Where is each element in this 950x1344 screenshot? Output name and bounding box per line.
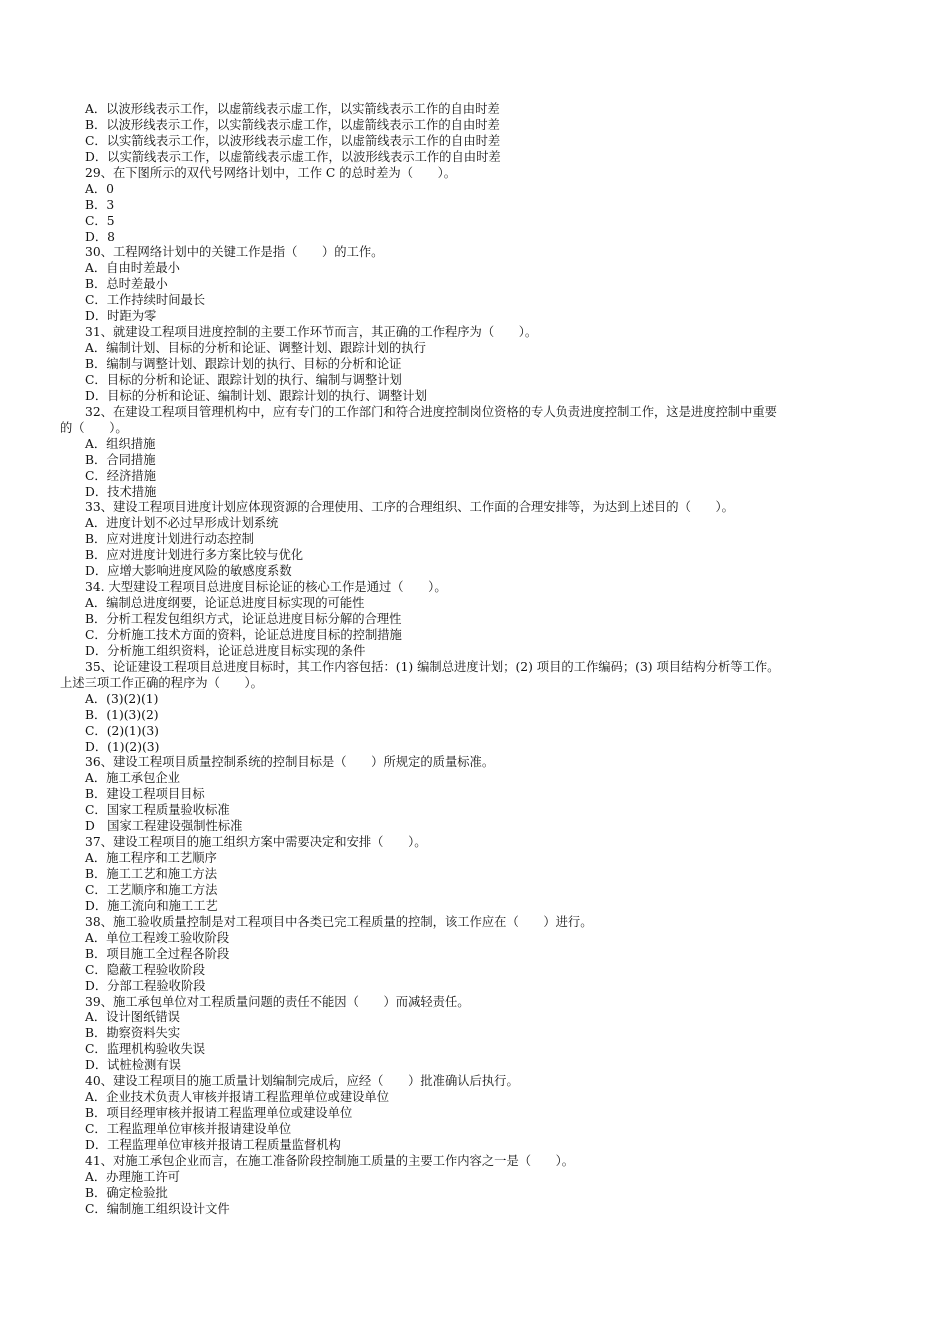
answer-option: B．项目施工全过程各阶段 — [85, 946, 230, 961]
question-stem: 30、工程网络计划中的关键工作是指（ ）的工作。 — [85, 245, 384, 260]
answer-option: B．合同措施 — [85, 452, 156, 467]
question-stem-continuation: 的（ ）。 — [60, 420, 128, 435]
question-stem: 38、施工验收质量控制是对工程项目中各类已完工程质量的控制，该工作应在（ ）进行。 — [85, 914, 593, 929]
answer-option: A．企业技术负责人审核并报请工程监理单位或建设单位 — [85, 1090, 390, 1105]
answer-option: D．技术措施 — [85, 484, 157, 499]
answer-option: C．隐蔽工程验收阶段 — [85, 962, 206, 977]
answer-option: B．建设工程项目目标 — [85, 787, 205, 802]
question-stem: 37、建设工程项目的施工组织方案中需要决定和安排（ ）。 — [85, 835, 427, 850]
answer-option: B．(1)(3)(2) — [85, 707, 159, 722]
answer-option: C．工艺顺序和施工方法 — [85, 882, 218, 897]
answer-option: C．工程监理单位审核并报请建设单位 — [85, 1122, 292, 1136]
answer-option: B．编制与调整计划、跟踪计划的执行、目标的分析和论证 — [85, 357, 402, 371]
answer-option: D．目标的分析和论证、编制计划、跟踪计划的执行、调整计划 — [85, 388, 427, 403]
answer-option: A．(3)(2)(1) — [85, 691, 159, 706]
answer-option: D．8 — [85, 229, 115, 244]
answer-option: A．组织措施 — [85, 436, 156, 451]
question-stem: 39、施工承包单位对工程质量问题的责任不能因（ ）而减轻责任。 — [85, 994, 470, 1009]
answer-option: D 国家工程建设强制性标准 — [85, 819, 243, 834]
question-stem: 31、就建设工程项目进度控制的主要工作环节而言，其正确的工作程序为（ ）。 — [85, 325, 538, 340]
answer-option: C．编制施工组织设计文件 — [85, 1201, 230, 1216]
answer-option: B．总时差最小 — [85, 277, 168, 292]
answer-option: A．自由时差最小 — [85, 261, 180, 276]
answer-option: B．应对进度计划进行多方案比较与优化 — [85, 548, 304, 563]
answer-option: C．目标的分析和论证、跟踪计划的执行、编制与调整计划 — [85, 372, 402, 387]
answer-option: C．工作持续时间最长 — [85, 293, 206, 308]
question-stem: 34. 大型建设工程项目总进度目标论证的核心工作是通过（ ）。 — [85, 580, 447, 595]
answer-option: D．应增大影响进度风险的敏感度系数 — [85, 564, 292, 579]
answer-option: A．施工程序和工艺顺序 — [85, 851, 217, 866]
answer-option: D．试桩检测有误 — [85, 1058, 181, 1073]
answer-option: A．编制总进度纲要，论证总进度目标实现的可能性 — [85, 596, 365, 611]
answer-option: B．施工工艺和施工方法 — [85, 867, 218, 881]
answer-option: D．(1)(2)(3) — [85, 739, 160, 754]
question-stem: 33、建设工程项目进度计划应体现资源的合理使用、工序的合理组织、工作面的合理安排等，为达到上述目的（ ）。 — [85, 500, 734, 515]
answer-option: D．施工流向和施工工艺 — [85, 898, 218, 913]
question-list — [60, 102, 900, 1218]
answer-option: B．确定检验批 — [85, 1185, 168, 1200]
answer-option: B．勘察资料失实 — [85, 1026, 181, 1041]
answer-option: A．设计图纸错误 — [85, 1010, 180, 1025]
answer-option: C．以实箭线表示工作，以波形线表示虚工作，以虚箭线表示工作的自由时差 — [85, 133, 501, 148]
answer-option: A．施工承包企业 — [85, 771, 180, 786]
question-stem-continuation: 上述三项工作正确的程序为（ ）。 — [60, 675, 263, 690]
answer-option: D．时距为零 — [85, 309, 157, 324]
answer-option: B．项目经理审核并报请工程监理单位或建设单位 — [85, 1106, 353, 1121]
answer-option: D．分析施工组织资料，论证总进度目标实现的条件 — [85, 643, 366, 658]
question-stem: 35、论证建设工程项目总进度目标时，其工作内容包括：(1) 编制总进度计划；(2) 项目的工作编码；(3) 项目结构分析等工作。 — [85, 659, 780, 674]
answer-option: A．单位工程竣工验收阶段 — [85, 930, 230, 945]
answer-option: B．应对进度计划进行动态控制 — [85, 532, 254, 547]
answer-option: A．进度计划不必过早形成计划系统 — [85, 516, 279, 531]
answer-option: C．监理机构验收失误 — [85, 1042, 206, 1057]
question-stem: 32、在建设工程项目管理机构中，应有专门的工作部门和符合进度控制岗位资格的专人负责进度控制工作，这是进度控制中重要 — [85, 404, 777, 419]
answer-option: D．分部工程验收阶段 — [85, 978, 206, 993]
answer-option: C．国家工程质量验收标准 — [85, 803, 230, 818]
answer-option: A．以波形线表示工作，以虚箭线表示虚工作，以实箭线表示工作的自由时差 — [85, 102, 500, 116]
answer-option: C．5 — [85, 213, 115, 228]
answer-option: C．分析施工技术方面的资料，论证总进度目标的控制措施 — [85, 627, 402, 642]
question-stem: 36、建设工程项目质量控制系统的控制目标是（ ）所规定的质量标准。 — [85, 755, 495, 770]
answer-option: D．工程监理单位审核并报请工程质量监督机构 — [85, 1137, 341, 1152]
question-stem: 41、对施工承包企业而言，在施工准备阶段控制施工质量的主要工作内容之一是（ ）。 — [85, 1153, 575, 1168]
answer-option: C．(2)(1)(3) — [85, 723, 159, 738]
question-stem: 29、在下图所示的双代号网络计划中，工作 C 的总时差为（ ）。 — [85, 165, 457, 180]
answer-option: C．经济措施 — [85, 468, 156, 483]
answer-option: D．以实箭线表示工作，以虚箭线表示虚工作，以波形线表示工作的自由时差 — [85, 149, 501, 164]
answer-option: A．办理施工许可 — [85, 1169, 180, 1184]
answer-option: B．3 — [85, 197, 115, 212]
answer-option: B．分析工程发包组织方式，论证总进度目标分解的合理性 — [85, 612, 402, 626]
answer-option: A．编制计划、目标的分析和论证、调整计划、跟踪计划的执行 — [85, 341, 426, 356]
answer-option: B．以波形线表示工作，以实箭线表示虚工作，以虚箭线表示工作的自由时差 — [85, 117, 500, 132]
answer-option: A．0 — [85, 181, 115, 196]
question-stem: 40、建设工程项目的施工质量计划编制完成后，应经（ ）批准确认后执行。 — [85, 1074, 519, 1089]
